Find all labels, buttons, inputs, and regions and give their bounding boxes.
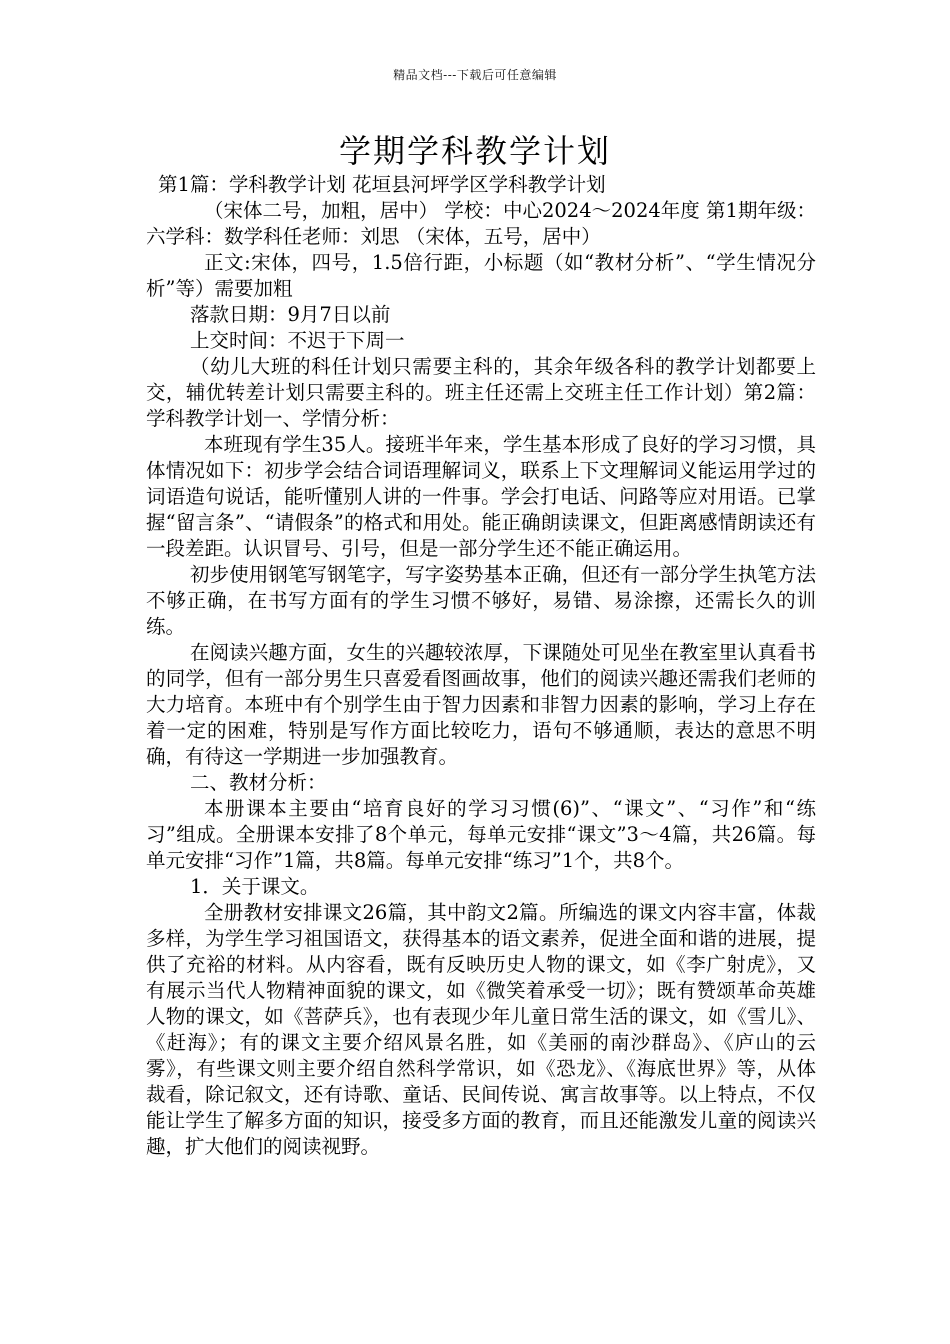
paragraph-format-note: （宋体二号，加粗，居中） 学校：中心2024～2024年度 第1期年级：六学科：数学科任老师：刘思 （宋体，五号，居中） bbox=[146, 199, 816, 248]
paragraph-submission-note: （幼儿大班的科任计划只需要主科的，其余年级各科的教学计划都要上交，辅优转差计划只需要主科的。班主任还需上交班主任工作计划）第2篇：学科教学计划一、学情分析： bbox=[146, 355, 816, 430]
paragraph-writing-habits: 初步使用钢笔写钢笔字，写字姿势基本正确，但还有一部分学生执笔方法不够正确，在书写方面有的学生习惯不够好，易错、易涂擦，还需长久的训练。 bbox=[146, 563, 816, 638]
document-body bbox=[146, 172, 816, 1160]
subheading-about-texts: 1．关于课文。 bbox=[190, 875, 320, 898]
section-heading-textbook-analysis: 二、教材分析： bbox=[190, 771, 327, 794]
paragraph-reading-interest: 在阅读兴趣方面，女生的兴趣较浓厚，下课随处可见坐在教室里认真看书的同学，但有一部分男生只喜爱看图画故事，他们的阅读兴趣还需我们老师的大力培育。本班中有个别学生由于智力因素和非智力因素的影响，学习上存在着一定的困难，特别是写作方面比较吃力，语句不够通顺，表达的意思不明确，有待这一学期进一步加强教育。 bbox=[146, 641, 816, 768]
document-title: 学期学科教学计划 bbox=[338, 132, 611, 170]
paragraph-texts-detail: 全册教材安排课文26篇，其中韵文2篇。所编选的课文内容丰富，体裁多样，为学生学习祖国语文，获得基本的语文素养，促进全面和谐的进展，提供了充裕的材料。从内容看，既有反映历史人物的课文，如《李广射虎》，又有展示当代人物精神面貌的课文，如《微笑着承受一切》；既有赞颂革命英雄人物的课文，如《菩萨兵》，也有表现少年儿童日常生活的课文，如《雪儿》、《赶海》；有的课文主要介绍风景名胜，如《美丽的南沙群岛》、《庐山的云雾》，有些课文则主要介绍自然科学常识，如《恐龙》、《海底世界》等，从体裁看，除记叙文，还有诗歌、童话、民间传说、寓言故事等。以上特点，不仅能让学生了解多方面的知识，接受多方面的教育，而且还能激发儿童的阅读兴趣，扩大他们的阅读视野。 bbox=[146, 901, 816, 1158]
paragraph-body-format: 正文:宋体，四号，1.5倍行距，小标题（如“教材分析”、“学生情况分析”等）需要加粗 bbox=[146, 251, 816, 300]
paragraph-article-1-heading: 第1篇：学科教学计划 花垣县河坪学区学科教学计划 bbox=[158, 173, 606, 196]
header-note: 精品文档---下载后可任意编辑 bbox=[393, 68, 557, 82]
paragraph-submit-time: 上交时间：不迟于下周一 bbox=[190, 329, 405, 352]
paragraph-signature-date: 落款日期：9月7日以前 bbox=[190, 303, 391, 326]
paragraph-textbook-overview: 本册课本主要由“培育良好的学习习惯(6)”、“课文”、“习作”和“练习”组成。全册课本安排了8个单元，每单元安排“课文”3～4篇，共26篇。每单元安排“习作”1篇，共8篇。每单元安排“练习”1个，共8个。 bbox=[146, 797, 816, 872]
paragraph-student-analysis: 本班现有学生35人。接班半年来，学生基本形成了良好的学习习惯，具体情况如下：初步学会结合词语理解词义，联系上下文理解词义能运用学过的词语造句说话，能听懂别人讲的一件事。学会打电话、问路等应对用语。已掌握“留言条”、“请假条”的格式和用处。能正确朗读课文，但距离感情朗读还有一段差距。认识冒号、引号，但是一部分学生还不能正确运用。 bbox=[146, 433, 816, 560]
